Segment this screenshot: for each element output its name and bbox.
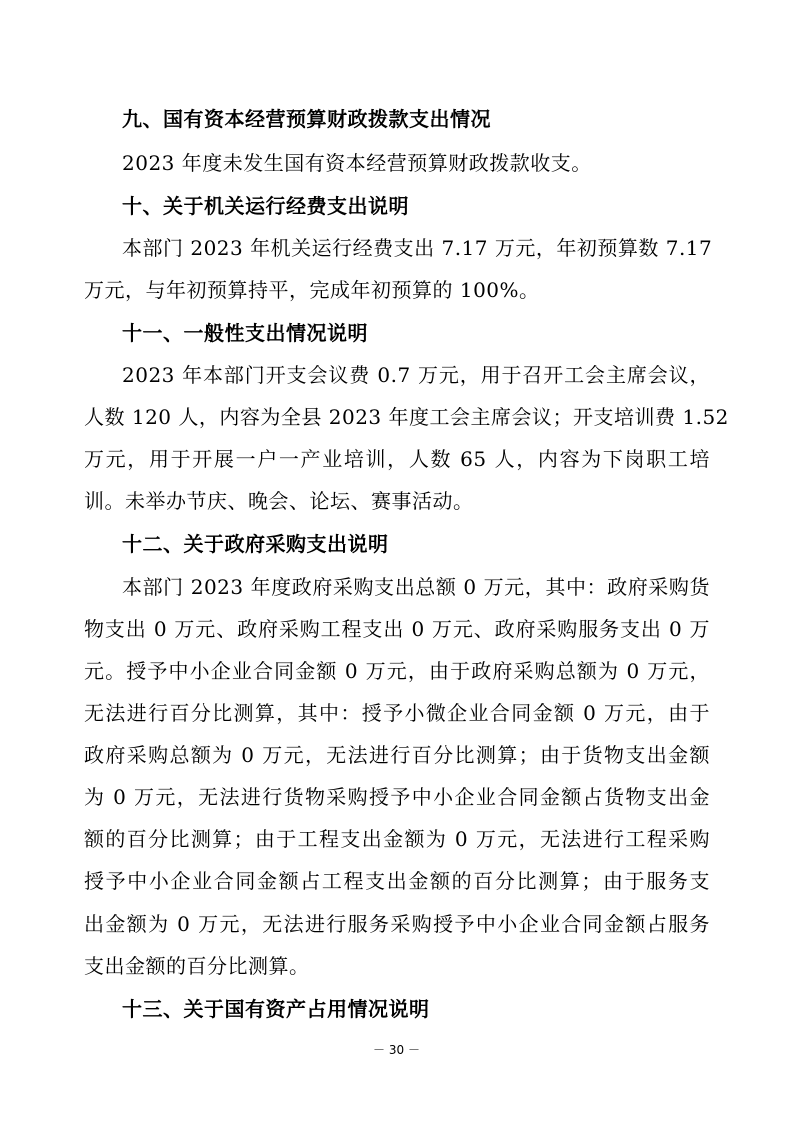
paragraph-line: 支出金额的百分比测算。 <box>84 954 310 978</box>
paragraph-line: 万元，用于开展一户一产业培训，人数 65 人，内容为下岗职工培 <box>84 447 710 471</box>
paragraph-line: 出金额为 0 万元，无法进行服务采购授予中小企业合同金额占服务 <box>84 912 710 936</box>
section-heading: 九、国有资本经营预算财政拨款支出情况 <box>122 107 491 131</box>
paragraph-line: 政府采购总额为 0 万元，无法进行百分比测算；由于货物支出金额 <box>84 743 710 767</box>
paragraph-line: 本部门 2023 年度政府采购支出总额 0 万元，其中：政府采购货 <box>122 575 710 599</box>
section-heading: 十一、一般性支出情况说明 <box>122 321 368 345</box>
section-heading: 十三、关于国有资产占用情况说明 <box>122 997 430 1021</box>
paragraph-line: 2023 年本部门开支会议费 0.7 万元，用于召开工会主席会议， <box>122 363 710 387</box>
paragraph-line: 人数 120 人，内容为全县 2023 年度工会主席会议；开支培训费 1.52 <box>84 405 729 429</box>
paragraph-line: 训。未举办节庆、晚会、论坛、赛事活动。 <box>84 489 474 513</box>
paragraph-line: 为 0 万元，无法进行货物采购授予中小企业合同金额占货物支出金 <box>84 785 710 809</box>
section-heading: 十、关于机关运行经费支出说明 <box>122 194 409 218</box>
paragraph-line: 授予中小企业合同金额占工程支出金额的百分比测算；由于服务支 <box>84 869 710 893</box>
paragraph-line: 2023 年度未发生国有资本经营预算财政拨款收支。 <box>122 151 592 175</box>
paragraph-line: 元。授予中小企业合同金额 0 万元，由于政府采购总额为 0 万元， <box>84 659 710 683</box>
page-number: － 30 － <box>373 1043 420 1057</box>
paragraph-line: 额的百分比测算；由于工程支出金额为 0 万元，无法进行工程采购 <box>84 827 710 851</box>
paragraph-line: 无法进行百分比测算，其中：授予小微企业合同金额 0 万元，由于 <box>84 701 710 725</box>
paragraph-line: 本部门 2023 年机关运行经费支出 7.17 万元，年初预算数 7.17 <box>122 236 713 260</box>
paragraph-line: 物支出 0 万元、政府采购工程支出 0 万元、政府采购服务支出 0 万 <box>84 617 710 641</box>
section-heading: 十二、关于政府采购支出说明 <box>122 532 389 556</box>
paragraph-line: 万元，与年初预算持平，完成年初预算的 100%。 <box>84 278 540 302</box>
